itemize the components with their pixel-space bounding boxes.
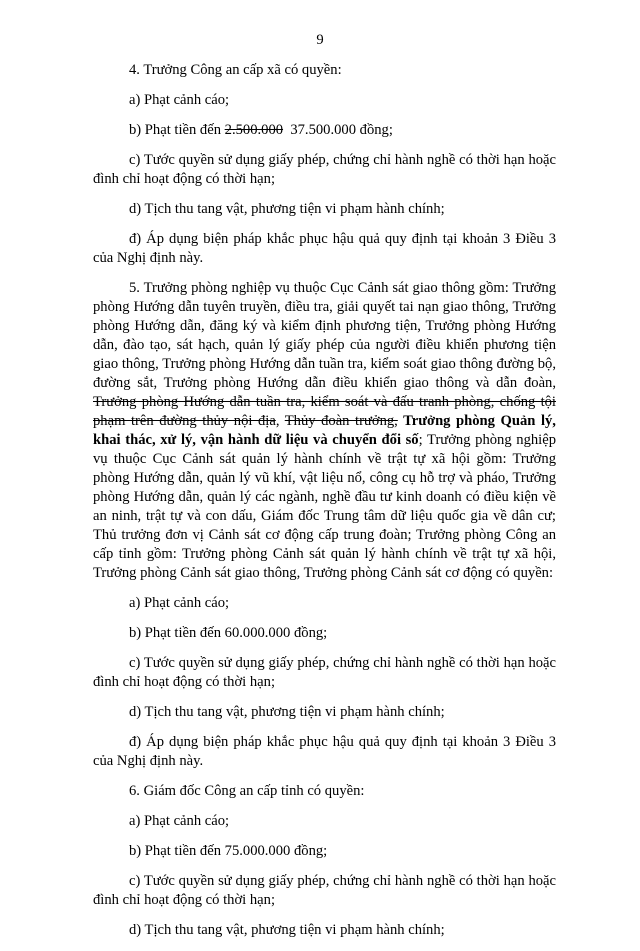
page-number: 9 <box>316 32 324 48</box>
section6-item-a: a) Phạt cảnh cáo; <box>129 813 230 829</box>
section4-item-c: c) Tước quyền sử dụng giấy phép, chứng chỉ hành nghề có thời hạn hoặc đình chỉ hoạt động có thời hạn; <box>93 152 556 187</box>
section6-item-d: d) Tịch thu tang vật, phương tiện vi phạm hành chính; <box>129 922 445 938</box>
section4-b-struck-amount: 2.500.000 <box>224 122 284 138</box>
section4-heading: 4. Trưởng Công an cấp xã có quyền: <box>129 62 342 78</box>
section5-separator: , <box>275 413 285 429</box>
section5-item-d: d) Tịch thu tang vật, phương tiện vi phạm hành chính; <box>129 704 445 720</box>
section5-item-dd: đ) Áp dụng biện pháp khắc phục hậu quả quy định tại khoản 3 Điều 3 của Nghị định này. <box>93 734 556 769</box>
section4-item-d: d) Tịch thu tang vật, phương tiện vi phạm hành chính; <box>129 201 445 217</box>
section5-item-b: b) Phạt tiền đến 60.000.000 đồng; <box>129 625 328 641</box>
section6-item-c: c) Tước quyền sử dụng giấy phép, chứng chỉ hành nghề có thời hạn hoặc đình chỉ hoạt động có thời hạn; <box>93 873 556 908</box>
document-body <box>93 61 556 951</box>
section5-item-c: c) Tước quyền sử dụng giấy phép, chứng chỉ hành nghề có thời hạn hoặc đình chỉ hoạt động có thời hạn; <box>93 655 556 690</box>
section4-b-suffix: 37.500.000 đồng; <box>283 122 393 138</box>
section5-part2: ; Trưởng phòng nghiệp vụ thuộc Cục Cảnh sát quản lý hành chính về trật tự xã hội gồm: Trưởng phòng Hướng dẫn, quản lý vũ khí, vật liệu nổ, công cụ hỗ trợ và pháo, Trưởng phòng Hướng dẫn, quản lý các ngành, nghề đầu tư kinh doanh có điều kiện về an ninh, trật tự và con dấu, Giám đốc Trung tâm dữ liệu quốc gia về dân cư; Thủ trưởng đơn vị Cảnh sát cơ động cấp trung đoàn; Trưởng phòng Công an cấp tỉnh gồm: Trưởng phòng Cảnh sát quản lý hành chính về trật tự xã hội, Trưởng phòng Cảnh sát giao thông, Trưởng phòng Cảnh sát cơ động có quyền: <box>93 432 556 581</box>
section4-b-prefix: b) Phạt tiền đến <box>129 122 225 138</box>
section4-item-dd: đ) Áp dụng biện pháp khắc phục hậu quả quy định tại khoản 3 Điều 3 của Nghị định này. <box>93 231 556 266</box>
section5-item-a: a) Phạt cảnh cáo; <box>129 595 230 611</box>
section5-bold-insert: Trưởng phòng Quản lý, khai thác, xử lý, vận hành dữ liệu và chuyển đổi số <box>93 413 556 448</box>
section5-paragraph <box>93 279 556 583</box>
section4-item-b <box>93 121 556 140</box>
section6-item-b: b) Phạt tiền đến 75.000.000 đồng; <box>129 843 328 859</box>
section6-heading: 6. Giám đốc Công an cấp tỉnh có quyền: <box>129 783 365 799</box>
section5-part1: 5. Trưởng phòng nghiệp vụ thuộc Cục Cảnh sát giao thông gồm: Trưởng phòng Hướng dẫn tuyên truyền, điều tra, giải quyết tai nạn giao thông, Trưởng phòng Hướng dẫn, đăng ký và kiểm định phương tiện, Trưởng phòng Hướng dẫn, đào tạo, sát hạch, quản lý giấy phép của người điều khiển phương tiện giao thông, Trưởng phòng Hướng dẫn tuần tra, kiểm soát giao thông đường bộ, đường sắt, Trưởng phòng Hướng dẫn điều khiển giao thông và dẫn đoàn, <box>93 280 556 391</box>
section5-struck-text-1: Trưởng phòng Hướng dẫn tuần tra, kiểm soát và đấu tranh phòng, chống tội phạm trên đường thủy nội địa <box>93 394 556 429</box>
section4-item-a: a) Phạt cảnh cáo; <box>129 92 230 108</box>
section5-struck-text-2: Thủy đoàn trưởng, <box>284 413 398 429</box>
